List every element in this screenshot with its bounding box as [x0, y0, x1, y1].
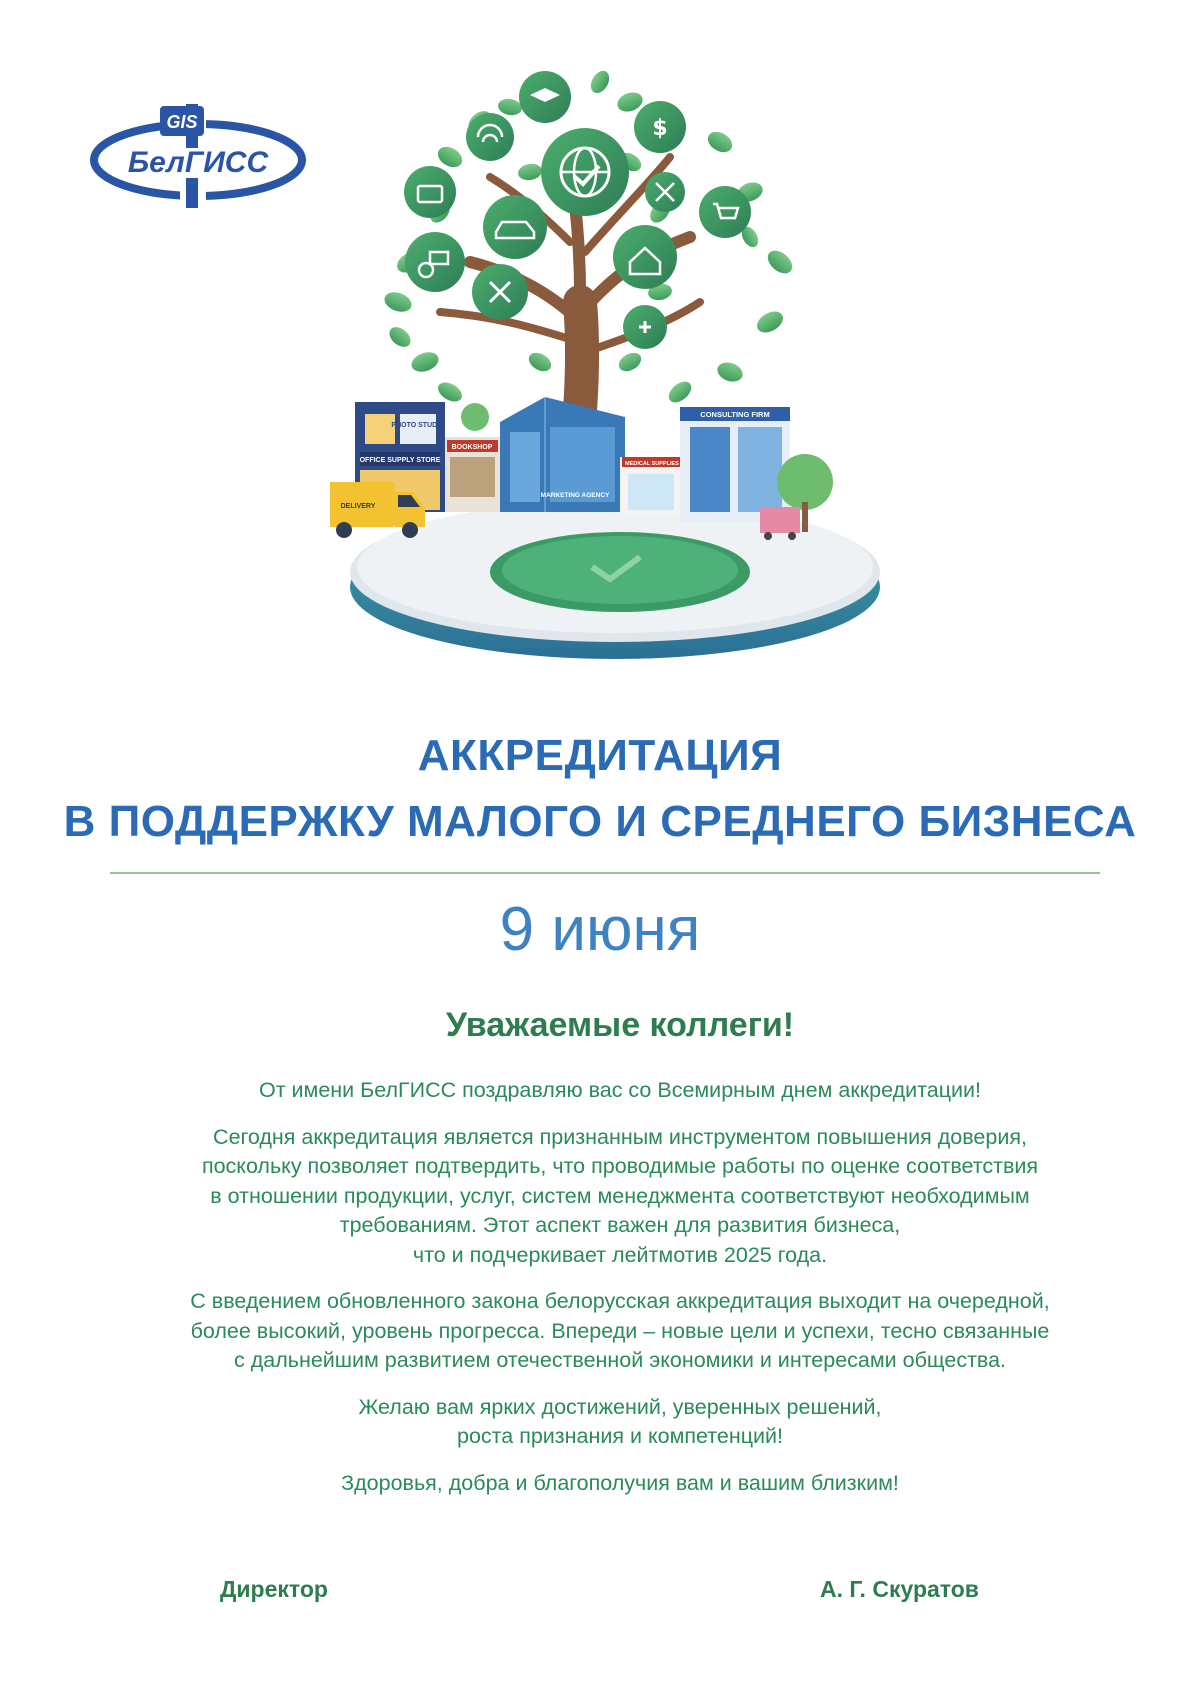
icon-graduation: [519, 71, 571, 123]
icon-car: [483, 195, 547, 259]
paragraph-2: [100, 1123, 1140, 1271]
paragraph-2-line: поскольку позволяет подтвердить, что проводимые работы по оценке соответствия: [201, 1154, 1039, 1178]
marketing-agency-building: [500, 397, 625, 512]
sign-consulting-firm: CONSULTING FIRM: [700, 410, 770, 419]
svg-text:$: $: [652, 116, 668, 141]
signature-name: А. Г. Скуратов: [820, 1576, 979, 1602]
sign-medical-supplies: MEDICAL SUPPLIES: [625, 461, 679, 467]
paragraph-2-line: Сегодня аккредитация является признанным инструментом повышения доверия,: [213, 1124, 1027, 1149]
paragraph-4-line: роста признания и компетенций!: [457, 1424, 783, 1448]
medical-building: [620, 457, 680, 517]
greeting: Уважаемые коллеги!: [445, 1006, 795, 1044]
icon-tractor: [405, 232, 465, 292]
paragraph-1: От имени БелГИСС поздравляю вас со Всемирным днем аккредитации!: [258, 1078, 981, 1102]
icon-tools: [645, 172, 685, 212]
icon-money: [634, 101, 686, 153]
icon-house: [613, 225, 677, 289]
sign-delivery: DELIVERY: [340, 503, 376, 510]
sign-marketing-agency: MARKETING AGENCY: [540, 492, 610, 499]
sign-photo-studio: PHOTO STUDIO: [391, 422, 445, 429]
paragraph-3-line: более высокий, уровень прогресса. Впереди – новые цели и успехи, тесно связанные: [190, 1318, 1050, 1343]
letter-body: [100, 1076, 1140, 1515]
logo-text: БелГИСС: [127, 146, 269, 179]
icon-globe: [541, 128, 629, 216]
paragraph-2-line: в отношении продукции, услуг, систем менеджмента соответствуют необходимым: [210, 1183, 1030, 1208]
sign-office-supply: OFFICE SUPPLY STORE: [359, 457, 441, 464]
icon-wifi: [466, 113, 514, 161]
signature-position: Директор: [220, 1576, 328, 1602]
paragraph-3-line: С введением обновленного закона белорусская аккредитация выходит на очередной,: [190, 1289, 1050, 1313]
divider: [110, 872, 1100, 874]
paragraph-2-line: что и подчеркивает лейтмотив 2025 года.: [412, 1242, 828, 1267]
paragraph-5: Здоровья, добра и благополучия вам и вашим близким!: [341, 1470, 899, 1495]
title-line-1: АККРЕДИТАЦИЯ: [417, 731, 783, 780]
paragraph-3: [100, 1287, 1140, 1376]
icon-cart: [699, 186, 751, 238]
icon-health: [623, 305, 667, 349]
belgiss-logo: [88, 100, 308, 210]
paragraph-4-line: Желаю вам ярких достижений, уверенных решений,: [358, 1394, 882, 1419]
consulting-building: [680, 407, 790, 522]
sign-bookshop: BOOKSHOP: [451, 444, 493, 451]
platform: [350, 501, 880, 659]
icon-cutlery: [472, 264, 528, 320]
icon-briefcase: [404, 166, 456, 218]
tree-business-illustration: [330, 62, 910, 667]
paragraph-2-line: требованиям. Этот аспект важен для развития бизнеса,: [339, 1213, 901, 1237]
bookshop-building: [445, 437, 500, 512]
title-line-2: В ПОДДЕРЖКУ МАЛОГО И СРЕДНЕГО БИЗНЕСА: [63, 797, 1137, 846]
logo-mark: GIS: [166, 112, 198, 132]
paragraph-4: [100, 1393, 1140, 1452]
paragraph-3-line: с дальнейшим развитием отечественной экономики и интересами общества.: [233, 1348, 1007, 1372]
event-date: 9 июня: [499, 895, 701, 964]
